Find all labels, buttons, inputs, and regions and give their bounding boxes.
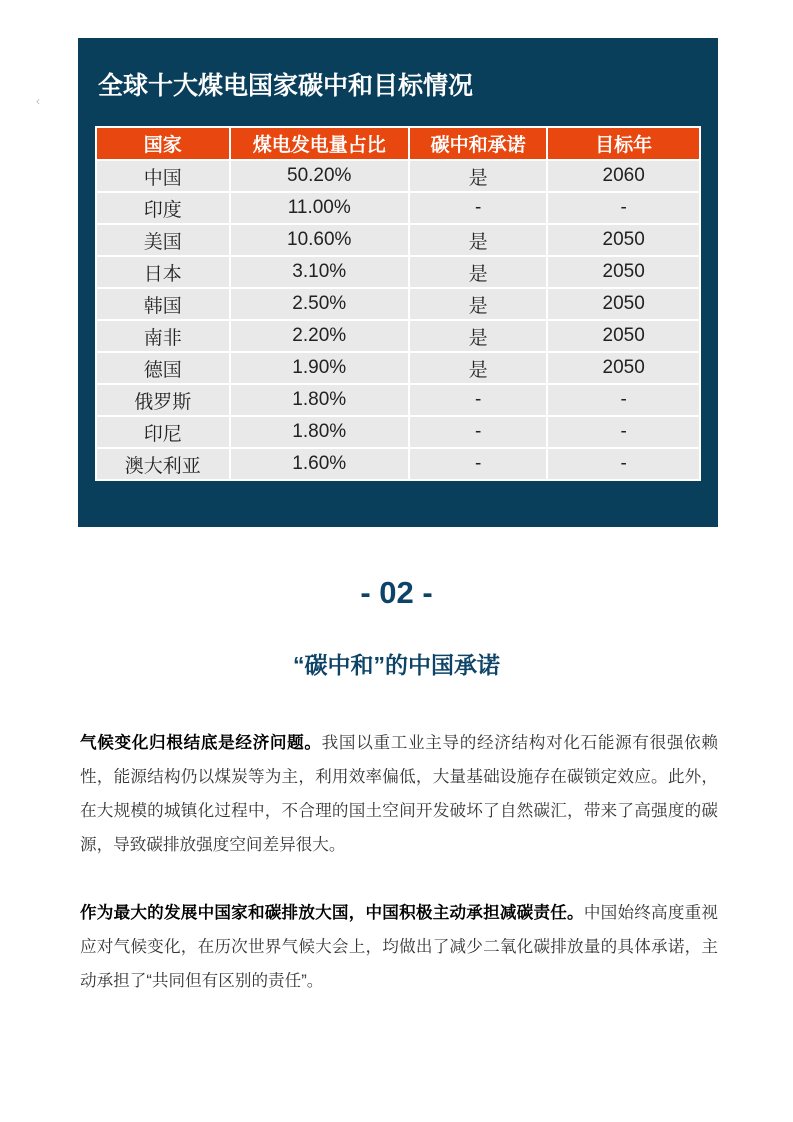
table-row xyxy=(96,288,700,320)
table-cell: 德国 xyxy=(96,352,230,384)
table-cell: 是 xyxy=(409,224,547,256)
table-cell: - xyxy=(409,192,547,224)
table-cell: 2050 xyxy=(547,256,700,288)
column-header: 煤电发电量占比 xyxy=(230,127,409,160)
table-cell: 印度 xyxy=(96,192,230,224)
paragraph-body: 我国以重工业主导的经济结构对化石能源有很强依赖性，能源结构仍以煤炭等为主，利用效率偏低，大量基础设施存在碳锁定效应。此外，在大规模的城镇化过程中，不合理的国土空间开发破坏了自然碳汇，带来了高强度的碳源，导致碳排放强度空间差异很大。 xyxy=(80,733,719,854)
coal-power-table xyxy=(95,126,701,481)
table-row xyxy=(96,320,700,352)
table-cell: 2050 xyxy=(547,224,700,256)
section-number: - 02 - xyxy=(360,575,433,610)
table-cell: 印尼 xyxy=(96,416,230,448)
table-cell: 是 xyxy=(409,160,547,192)
column-header: 目标年 xyxy=(547,127,700,160)
table-cell: 3.10% xyxy=(230,256,409,288)
table-cell: 11.00% xyxy=(230,192,409,224)
table-cell: 2060 xyxy=(547,160,700,192)
table-cell: 澳大利亚 xyxy=(96,448,230,480)
table-row xyxy=(96,256,700,288)
column-header: 国家 xyxy=(96,127,230,160)
table-row xyxy=(96,448,700,480)
table-cell: 日本 xyxy=(96,256,230,288)
table-cell: 南非 xyxy=(96,320,230,352)
paragraph-lead: 作为最大的发展中国家和碳排放大国，中国积极主动承担减碳责任。 xyxy=(80,903,584,922)
table-cell: 2050 xyxy=(547,288,700,320)
table-cell: 韩国 xyxy=(96,288,230,320)
table-cell: - xyxy=(409,384,547,416)
section-title: “碳中和”的中国承诺 xyxy=(293,652,500,678)
table-cell: - xyxy=(547,384,700,416)
table-cell: 50.20% xyxy=(230,160,409,192)
table-cell: 中国 xyxy=(96,160,230,192)
back-chevron-icon[interactable]: ‹ xyxy=(36,94,40,108)
table-cell: 2050 xyxy=(547,320,700,352)
table-cell: 2050 xyxy=(547,352,700,384)
table-panel xyxy=(78,38,718,527)
paragraph-body: 中国始终高度重视应对气候变化，在历次世界气候大会上，均做出了减少二氧化碳排放量的具体承诺，主动承担了“共同但有区别的责任”。 xyxy=(80,903,719,990)
table-cell: 俄罗斯 xyxy=(96,384,230,416)
table-cell: - xyxy=(547,416,700,448)
paragraph-lead: 气候变化归根结底是经济问题。 xyxy=(80,733,322,752)
table-cell: 2.20% xyxy=(230,320,409,352)
table-cell: 是 xyxy=(409,256,547,288)
table-row xyxy=(96,192,700,224)
table-row xyxy=(96,224,700,256)
table-cell: - xyxy=(409,448,547,480)
table-cell: 1.80% xyxy=(230,384,409,416)
table-cell: 是 xyxy=(409,320,547,352)
paragraph-2 xyxy=(80,896,718,998)
table-cell: 是 xyxy=(409,352,547,384)
table-cell: - xyxy=(547,192,700,224)
table-cell: 10.60% xyxy=(230,224,409,256)
column-header: 碳中和承诺 xyxy=(409,127,547,160)
table-cell: 1.60% xyxy=(230,448,409,480)
table-row xyxy=(96,352,700,384)
paragraph-1 xyxy=(80,726,718,862)
table-cell: - xyxy=(547,448,700,480)
panel-title: 全球十大煤电国家碳中和目标情况 xyxy=(98,72,474,100)
table-row xyxy=(96,416,700,448)
table-cell: 美国 xyxy=(96,224,230,256)
table-cell: 1.90% xyxy=(230,352,409,384)
table-cell: 2.50% xyxy=(230,288,409,320)
table-row xyxy=(96,160,700,192)
table-cell: 1.80% xyxy=(230,416,409,448)
table-row xyxy=(96,384,700,416)
table-cell: - xyxy=(409,416,547,448)
table-cell: 是 xyxy=(409,288,547,320)
